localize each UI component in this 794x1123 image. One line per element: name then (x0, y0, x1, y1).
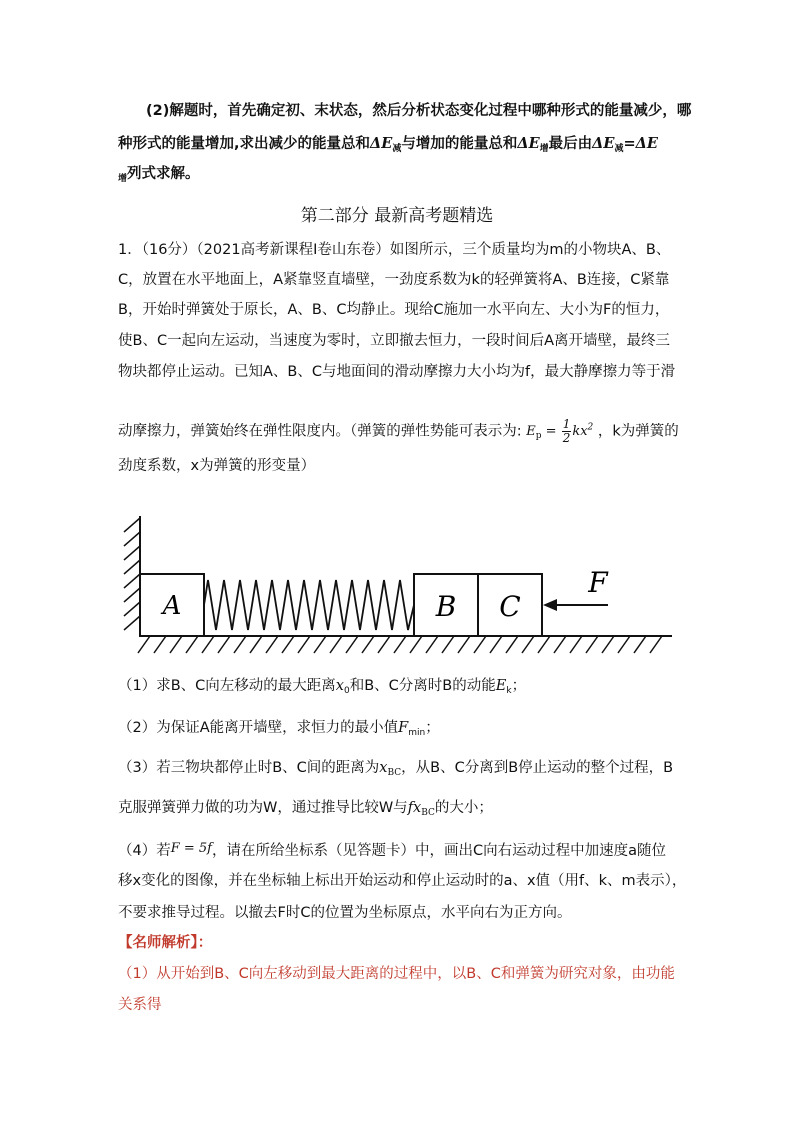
superscript: 2 (587, 423, 594, 433)
force-arrowhead (543, 599, 557, 611)
formula-symbol: kx (572, 424, 588, 440)
problem-line-4: 使B、C一起向左运动，当速度为零时，立即撤去恒力，一段时间后A离开墙壁，最终三 (118, 333, 670, 349)
delta-e: ΔE (517, 135, 540, 152)
formula-symbol: x (379, 760, 388, 776)
problem-line-6 (118, 408, 679, 448)
formula-symbol: F (398, 720, 409, 736)
question-text: 克服弹簧弹力做的功为W，通过推导比较W与 (118, 800, 408, 816)
analysis-line-1: （1）从开始到B、C向左移动到最大距离的过程中，以B、C和弹簧为研究对象，由功能 (118, 966, 675, 982)
block-a-label: A (162, 591, 182, 621)
question-text: 和B、C分离时B的动能 (349, 678, 496, 694)
subscript: min (408, 728, 426, 738)
question-text: （1）求B、C向左移动的最大距离 (118, 678, 336, 694)
intro-text: 种形式的能量增加,求出减少的能量总和 (118, 136, 371, 152)
delta-e: ΔE (635, 135, 658, 152)
intro-text: 最后由 (548, 136, 593, 152)
problem-line-1: 1．（16分）（2021高考新课程Ⅰ卷山东卷）如图所示，三个质量均为m的小物块A、B、 (118, 242, 671, 258)
problem-line-5: 物块都停止运动。已知A、B、C与地面间的滑动摩擦力大小均为f，最大静摩擦力等于滑 (118, 364, 676, 380)
analysis-title: 【名师解析】： (118, 935, 213, 951)
delta-e: ΔE (370, 135, 393, 152)
block-c-label: C (499, 590, 521, 623)
block-b-label: B (435, 590, 457, 623)
question-2 (118, 718, 440, 743)
question-text: 的大小； (434, 800, 493, 816)
intro-text: 列式求解。 (127, 166, 200, 182)
question-4 (118, 839, 666, 861)
subscript: k (506, 686, 512, 696)
force-label: F (588, 566, 608, 599)
subscript: p (535, 431, 542, 442)
subscript: 增 (539, 144, 549, 154)
analysis-line-2: 关系得 (118, 997, 162, 1013)
question-text: （4）若 (118, 843, 171, 859)
subscript: 增 (118, 174, 128, 184)
problem-text: 动摩擦力，弹簧始终在弹性限度内。（弹簧的弹性势能可表示为: (118, 423, 522, 440)
equals-sign: = (623, 136, 636, 152)
subscript: 减 (614, 144, 624, 154)
question-1 (118, 676, 526, 701)
fraction-numerator: 1 (562, 417, 571, 432)
spring-block-figure (110, 508, 680, 660)
question-3-line-2 (118, 798, 493, 823)
formula-symbol: x (335, 678, 344, 694)
elastic-energy-formula: $E_p$ = $\frac{1}{2}$ $kx^2$ (526, 417, 594, 446)
intro-line-1: (2)解题时，首先确定初、末状态，然后分析状态变化过程中哪种形式的能量减少，哪 (146, 103, 692, 119)
question-4-line-2: 移x变化的图像，并在坐标轴上标出开始运动和停止运动时的a、x值（用f、k、m表示）， (118, 873, 687, 889)
intro-text: 与增加的能量总和 (401, 136, 518, 152)
question-text: ，从B、C分离到B停止运动的整个过程，B (401, 760, 674, 776)
problem-line-2: C，放置在水平地面上，A紧靠竖直墙壁，一劲度系数为k的轻弹簧将A、B连接，C紧靠 (118, 272, 670, 288)
question-text: （3）若三物块都停止时B、C间的距离为 (118, 760, 380, 776)
subscript: BC (387, 768, 402, 778)
formula-symbol: fx (407, 800, 422, 816)
delta-e: ΔE (592, 135, 615, 152)
problem-line-7: 劲度系数，x为弹簧的形变量） (118, 458, 316, 474)
question-text: ，请在所给坐标系（见答题卡）中，画出C向右运动过程中加速度a随位 (212, 843, 667, 859)
subscript: 0 (343, 686, 350, 696)
question-3 (118, 758, 673, 783)
question-text: （2）为保证A能离开墙壁，求恒力的最小值 (118, 720, 399, 736)
section-heading: 第二部分 最新高考题精选 (300, 206, 494, 226)
ground-hatching (138, 636, 662, 653)
question-text: ； (425, 720, 440, 736)
subscript: BC (421, 808, 435, 818)
formula: F = 5f (170, 841, 212, 856)
fraction (562, 418, 572, 445)
question-4-line-3: 不要求推导过程。以撤去F时C的位置为坐标原点，水平向右为正方向。 (118, 905, 572, 921)
spring (204, 580, 414, 630)
fraction-denominator: 2 (562, 431, 571, 446)
formula-symbol: E (495, 678, 507, 694)
intro-line-3 (118, 164, 200, 189)
problem-line-3: B，开始时弹簧处于原长，A、B、C均静止。现给C施加一水平向左、大小为F的恒力， (118, 302, 670, 318)
question-text: ； (511, 678, 527, 694)
subscript: 减 (392, 144, 402, 154)
intro-line-2 (118, 134, 658, 159)
wall-hatching (124, 518, 140, 630)
problem-text: ，k为弹簧的 (597, 423, 679, 440)
formula-symbol: E (526, 424, 536, 440)
